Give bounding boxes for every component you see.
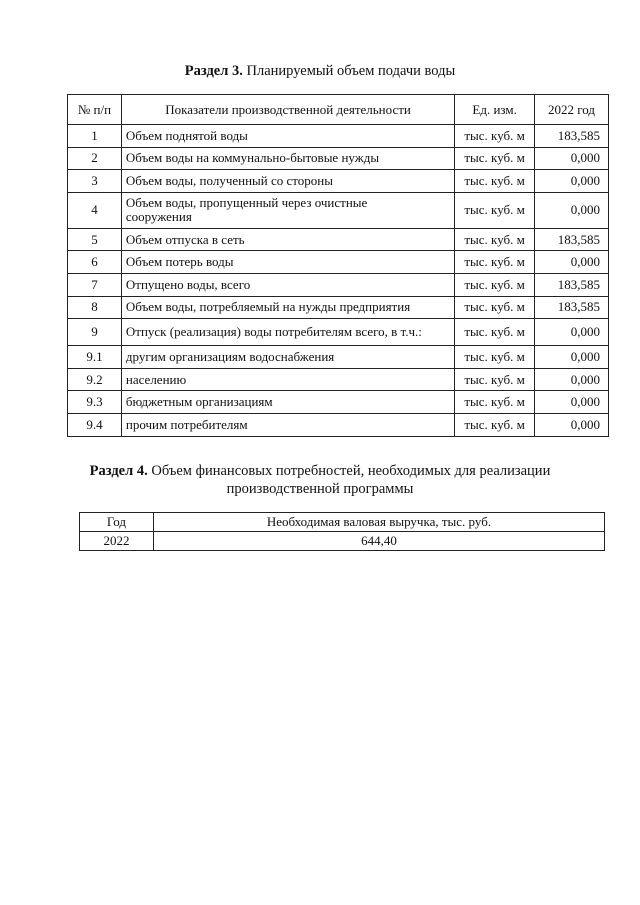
section3-title — [0, 62, 640, 80]
row-unit: тыс. куб. м — [455, 391, 535, 414]
table-header-row — [80, 513, 605, 532]
row-unit: тыс. куб. м — [455, 192, 535, 228]
water-volume-table — [67, 94, 609, 437]
revenue-table — [79, 512, 605, 551]
row-value: 0,000 — [535, 147, 609, 170]
row-name: бюджетным организациям — [121, 391, 454, 414]
row-num: 3 — [68, 170, 122, 193]
table-row — [68, 125, 609, 148]
row-name: Отпущено воды, всего — [121, 273, 454, 296]
table-row — [68, 368, 609, 391]
row-unit: тыс. куб. м — [455, 273, 535, 296]
row-num: 4 — [68, 192, 122, 228]
header-year: 2022 год — [535, 95, 609, 125]
table-row — [68, 192, 609, 228]
header-unit: Ед. изм. — [455, 95, 535, 125]
row-revenue: 644,40 — [153, 532, 604, 551]
row-num: 1 — [68, 125, 122, 148]
row-name: Объем воды, потребляемый на нужды предприятия — [121, 296, 454, 319]
row-unit: тыс. куб. м — [455, 346, 535, 369]
table-row — [68, 296, 609, 319]
table-row — [68, 147, 609, 170]
section4-title-bold: Раздел 4. — [89, 463, 148, 479]
row-name: Объем отпуска в сеть — [121, 228, 454, 251]
table-row — [68, 413, 609, 436]
row-unit: тыс. куб. м — [455, 170, 535, 193]
section4-title — [0, 462, 640, 498]
row-value: 0,000 — [535, 319, 609, 346]
row-unit: тыс. куб. м — [455, 368, 535, 391]
table-row — [68, 170, 609, 193]
row-value: 0,000 — [535, 346, 609, 369]
row-name: Объем воды на коммунально-бытовые нужды — [121, 147, 454, 170]
row-name: населению — [121, 368, 454, 391]
row-unit: тыс. куб. м — [455, 413, 535, 436]
row-year: 2022 — [80, 532, 154, 551]
table-header-row — [68, 95, 609, 125]
row-value: 0,000 — [535, 391, 609, 414]
row-unit: тыс. куб. м — [455, 251, 535, 274]
row-name: Объем воды, полученный со стороны — [121, 170, 454, 193]
row-num: 9.1 — [68, 346, 122, 369]
row-value: 0,000 — [535, 413, 609, 436]
row-name: Объем поднятой воды — [121, 125, 454, 148]
row-value: 0,000 — [535, 368, 609, 391]
table-row — [68, 346, 609, 369]
header-num: № п/п — [68, 95, 122, 125]
row-name: Объем воды, пропущенный через очистные сооружения — [121, 192, 454, 228]
row-unit: тыс. куб. м — [455, 319, 535, 346]
row-value: 0,000 — [535, 192, 609, 228]
header-indicator: Показатели производственной деятельности — [121, 95, 454, 125]
row-num: 6 — [68, 251, 122, 274]
section3-title-bold: Раздел 3. — [184, 63, 243, 79]
table-row — [68, 391, 609, 414]
table-row — [68, 251, 609, 274]
row-value: 183,585 — [535, 228, 609, 251]
section4-title-line2: производственной программы — [226, 481, 414, 497]
row-value: 0,000 — [535, 170, 609, 193]
row-num: 7 — [68, 273, 122, 296]
table-row — [68, 319, 609, 346]
row-num: 5 — [68, 228, 122, 251]
section4-title-line1: Объем финансовых потребностей, необходимых для реализации — [147, 463, 551, 479]
header-revenue: Необходимая валовая выручка, тыс. руб. — [153, 513, 604, 532]
row-unit: тыс. куб. м — [455, 228, 535, 251]
table-row — [68, 273, 609, 296]
table-row — [68, 228, 609, 251]
section3-title-text: Планируемый объем подачи воды — [242, 63, 456, 79]
row-name: Отпуск (реализация) воды потребителям всего, в т.ч.: — [121, 319, 454, 346]
row-num: 9 — [68, 319, 122, 346]
header-year: Год — [80, 513, 154, 532]
row-num: 2 — [68, 147, 122, 170]
row-num: 9.4 — [68, 413, 122, 436]
row-value: 183,585 — [535, 296, 609, 319]
row-name: другим организациям водоснабжения — [121, 346, 454, 369]
row-value: 183,585 — [535, 273, 609, 296]
row-value: 0,000 — [535, 251, 609, 274]
row-value: 183,585 — [535, 125, 609, 148]
row-unit: тыс. куб. м — [455, 296, 535, 319]
row-num: 8 — [68, 296, 122, 319]
row-num: 9.2 — [68, 368, 122, 391]
row-unit: тыс. куб. м — [455, 147, 535, 170]
table-row — [80, 532, 605, 551]
row-num: 9.3 — [68, 391, 122, 414]
row-name: прочим потребителям — [121, 413, 454, 436]
row-unit: тыс. куб. м — [455, 125, 535, 148]
row-name: Объем потерь воды — [121, 251, 454, 274]
